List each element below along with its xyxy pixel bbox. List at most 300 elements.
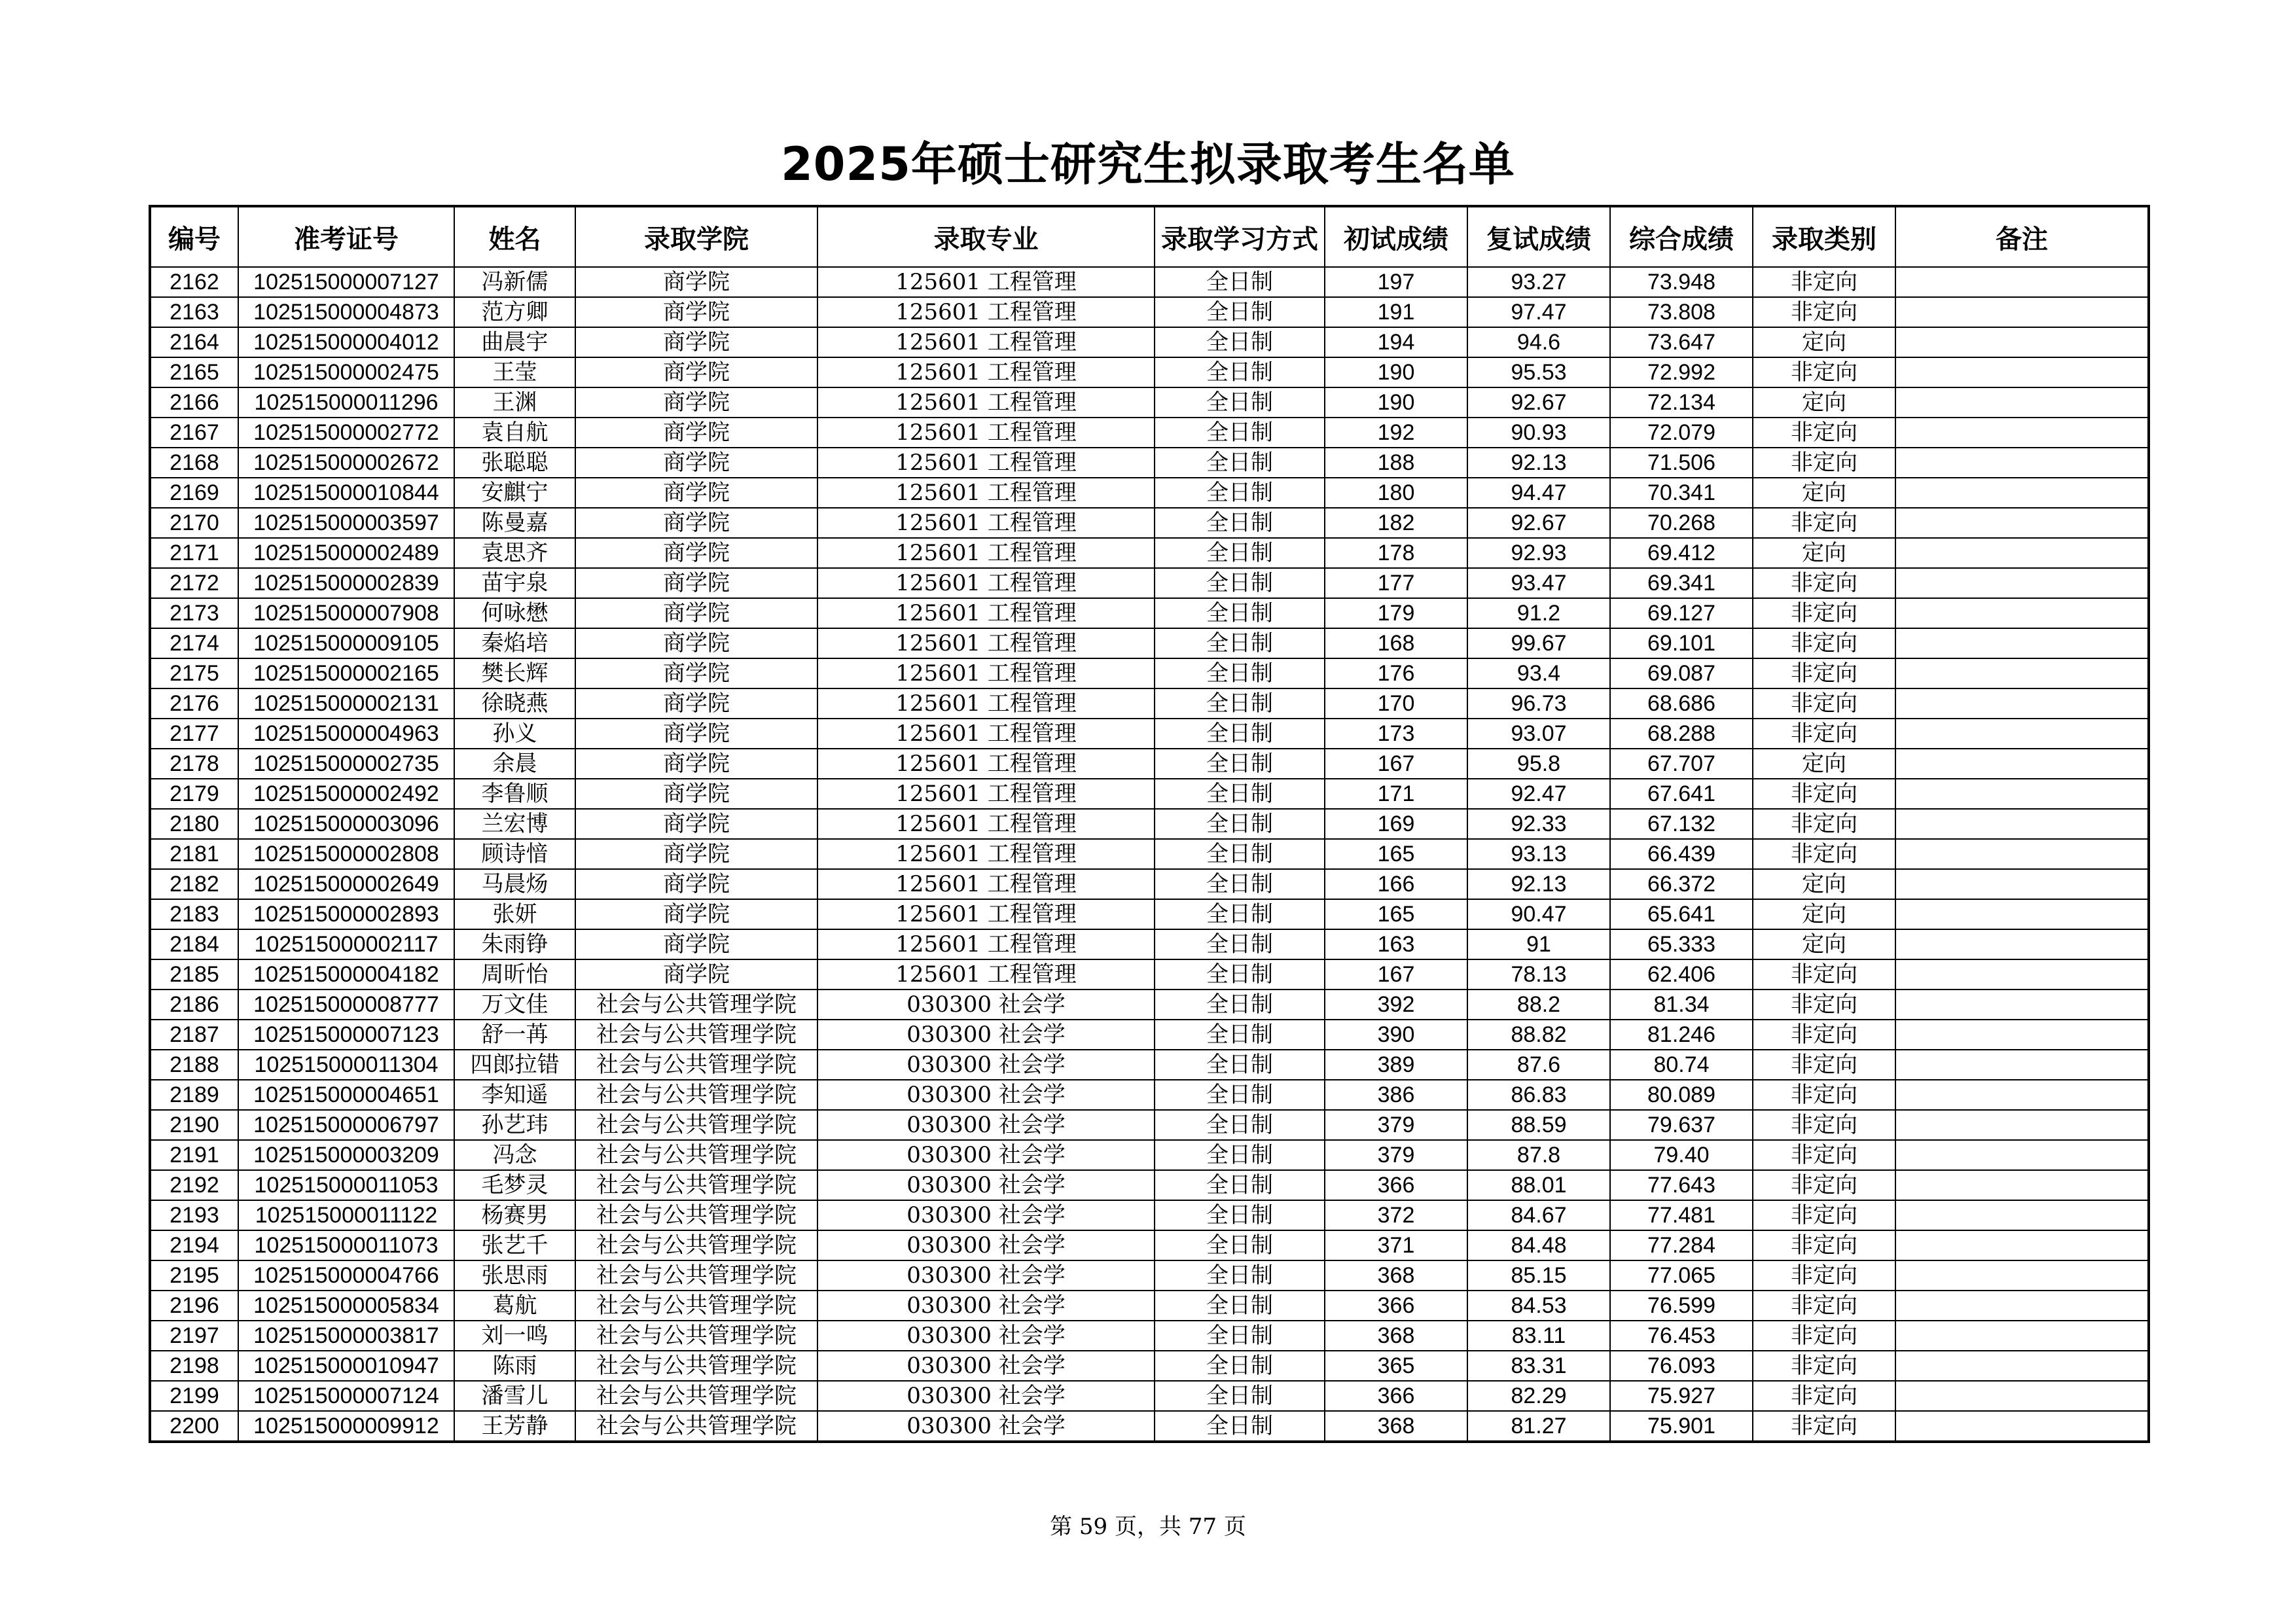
table-row	[150, 929, 2149, 959]
cell-col-retest-score: 88.59	[1467, 1110, 1610, 1140]
cell-col-retest-score: 94.47	[1467, 478, 1610, 508]
cell-col-retest-score: 87.6	[1467, 1050, 1610, 1080]
table-row	[150, 809, 2149, 839]
cell-col-initial-score: 386	[1325, 1080, 1467, 1110]
cell-col-exam-id: 102515000002893	[238, 899, 454, 929]
table-row	[150, 688, 2149, 719]
cell-col-retest-score: 92.47	[1467, 779, 1610, 809]
page-footer: 第 59 页，共 77 页	[1050, 1514, 1246, 1540]
cell-col-exam-id: 102515000002672	[238, 448, 454, 478]
cell-col-study-mode: 全日制	[1155, 809, 1325, 839]
table-row	[150, 387, 2149, 418]
cell-col-college: 商学院	[575, 538, 817, 568]
cell-col-study-mode: 全日制	[1155, 448, 1325, 478]
cell-col-total-score: 70.341	[1610, 478, 1753, 508]
header-col-number: 编号	[150, 206, 238, 267]
cell-col-study-mode: 全日制	[1155, 538, 1325, 568]
cell-col-remarks	[1895, 418, 2149, 448]
cell-col-retest-score: 85.15	[1467, 1260, 1610, 1291]
cell-col-number: 2191	[150, 1140, 238, 1170]
cell-col-study-mode: 全日制	[1155, 688, 1325, 719]
cell-col-study-mode: 全日制	[1155, 990, 1325, 1020]
cell-col-category: 非定向	[1753, 839, 1895, 869]
cell-col-college: 社会与公共管理学院	[575, 1200, 817, 1230]
cell-col-study-mode: 全日制	[1155, 478, 1325, 508]
cell-col-number: 2168	[150, 448, 238, 478]
cell-col-exam-id: 102515000004766	[238, 1260, 454, 1291]
cell-col-number: 2174	[150, 628, 238, 658]
header-col-total-score: 综合成绩	[1610, 206, 1753, 267]
cell-col-initial-score: 178	[1325, 538, 1467, 568]
cell-col-study-mode: 全日制	[1155, 1411, 1325, 1442]
cell-col-number: 2177	[150, 719, 238, 749]
cell-col-retest-score: 83.31	[1467, 1351, 1610, 1381]
cell-col-major: 030300 社会学	[817, 1321, 1155, 1351]
cell-col-college: 商学院	[575, 929, 817, 959]
header-col-remarks: 备注	[1895, 206, 2149, 267]
cell-col-exam-id: 102515000011053	[238, 1170, 454, 1200]
cell-col-exam-id: 102515000004012	[238, 327, 454, 357]
cell-col-college: 商学院	[575, 869, 817, 899]
cell-col-initial-score: 188	[1325, 448, 1467, 478]
cell-col-initial-score: 180	[1325, 478, 1467, 508]
cell-col-category: 定向	[1753, 749, 1895, 779]
cell-col-category: 非定向	[1753, 1411, 1895, 1442]
cell-col-name: 安麒宁	[454, 478, 575, 508]
cell-col-initial-score: 368	[1325, 1321, 1467, 1351]
cell-col-exam-id: 102515000011073	[238, 1230, 454, 1260]
cell-col-remarks	[1895, 719, 2149, 749]
admission-table	[149, 205, 2150, 1443]
cell-col-exam-id: 102515000002839	[238, 568, 454, 598]
cell-col-study-mode: 全日制	[1155, 568, 1325, 598]
cell-col-study-mode: 全日制	[1155, 598, 1325, 628]
cell-col-exam-id: 102515000002475	[238, 357, 454, 387]
cell-col-total-score: 77.643	[1610, 1170, 1753, 1200]
cell-col-name: 万文佳	[454, 990, 575, 1020]
cell-col-study-mode: 全日制	[1155, 1170, 1325, 1200]
cell-col-study-mode: 全日制	[1155, 327, 1325, 357]
table-row	[150, 658, 2149, 688]
cell-col-name: 王芳静	[454, 1411, 575, 1442]
header-col-initial-score: 初试成绩	[1325, 206, 1467, 267]
cell-col-total-score: 77.481	[1610, 1200, 1753, 1230]
cell-col-remarks	[1895, 1110, 2149, 1140]
cell-col-initial-score: 163	[1325, 929, 1467, 959]
cell-col-retest-score: 88.01	[1467, 1170, 1610, 1200]
cell-col-name: 何咏懋	[454, 598, 575, 628]
cell-col-retest-score: 94.6	[1467, 327, 1610, 357]
page-title: 2025年硕士研究生拟录取考生名单	[781, 137, 1515, 191]
cell-col-initial-score: 171	[1325, 779, 1467, 809]
cell-col-major: 125601 工程管理	[817, 688, 1155, 719]
cell-col-total-score: 73.808	[1610, 297, 1753, 327]
cell-col-number: 2198	[150, 1351, 238, 1381]
cell-col-category: 非定向	[1753, 1200, 1895, 1230]
table-row	[150, 749, 2149, 779]
cell-col-category: 非定向	[1753, 658, 1895, 688]
cell-col-exam-id: 102515000009912	[238, 1411, 454, 1442]
cell-col-college: 社会与公共管理学院	[575, 1291, 817, 1321]
cell-col-college: 商学院	[575, 719, 817, 749]
cell-col-initial-score: 371	[1325, 1230, 1467, 1260]
cell-col-total-score: 69.087	[1610, 658, 1753, 688]
cell-col-category: 定向	[1753, 869, 1895, 899]
cell-col-name: 顾诗愔	[454, 839, 575, 869]
cell-col-remarks	[1895, 1260, 2149, 1291]
cell-col-retest-score: 91.2	[1467, 598, 1610, 628]
cell-col-major: 125601 工程管理	[817, 327, 1155, 357]
cell-col-exam-id: 102515000007123	[238, 1020, 454, 1050]
table-body	[150, 267, 2149, 1442]
cell-col-total-score: 71.506	[1610, 448, 1753, 478]
cell-col-category: 非定向	[1753, 357, 1895, 387]
cell-col-number: 2189	[150, 1080, 238, 1110]
cell-col-college: 社会与公共管理学院	[575, 1020, 817, 1050]
cell-col-initial-score: 176	[1325, 658, 1467, 688]
cell-col-college: 社会与公共管理学院	[575, 1260, 817, 1291]
cell-col-exam-id: 102515000003096	[238, 809, 454, 839]
header-col-study-mode: 录取学习方式	[1155, 206, 1325, 267]
table-header-row	[150, 206, 2149, 267]
cell-col-category: 非定向	[1753, 598, 1895, 628]
cell-col-number: 2184	[150, 929, 238, 959]
cell-col-initial-score: 392	[1325, 990, 1467, 1020]
cell-col-major: 125601 工程管理	[817, 387, 1155, 418]
cell-col-major: 030300 社会学	[817, 1230, 1155, 1260]
cell-col-exam-id: 102515000006797	[238, 1110, 454, 1140]
cell-col-major: 030300 社会学	[817, 1200, 1155, 1230]
cell-col-number: 2181	[150, 839, 238, 869]
cell-col-retest-score: 93.07	[1467, 719, 1610, 749]
cell-col-remarks	[1895, 448, 2149, 478]
cell-col-total-score: 73.948	[1610, 267, 1753, 297]
cell-col-college: 商学院	[575, 297, 817, 327]
cell-col-college: 社会与公共管理学院	[575, 1170, 817, 1200]
cell-col-total-score: 75.901	[1610, 1411, 1753, 1442]
cell-col-major: 030300 社会学	[817, 1110, 1155, 1140]
cell-col-college: 商学院	[575, 899, 817, 929]
table-row	[150, 1321, 2149, 1351]
cell-col-number: 2169	[150, 478, 238, 508]
cell-col-study-mode: 全日制	[1155, 719, 1325, 749]
cell-col-remarks	[1895, 598, 2149, 628]
cell-col-name: 张思雨	[454, 1260, 575, 1291]
table-row	[150, 327, 2149, 357]
cell-col-exam-id: 102515000002131	[238, 688, 454, 719]
cell-col-college: 商学院	[575, 327, 817, 357]
cell-col-remarks	[1895, 869, 2149, 899]
table-row	[150, 719, 2149, 749]
cell-col-retest-score: 92.67	[1467, 387, 1610, 418]
cell-col-name: 马晨炀	[454, 869, 575, 899]
cell-col-college: 商学院	[575, 478, 817, 508]
table-row	[150, 959, 2149, 990]
cell-col-name: 冯新儒	[454, 267, 575, 297]
cell-col-name: 陈曼嘉	[454, 508, 575, 538]
cell-col-name: 朱雨铮	[454, 929, 575, 959]
table-row	[150, 899, 2149, 929]
cell-col-number: 2170	[150, 508, 238, 538]
cell-col-total-score: 73.647	[1610, 327, 1753, 357]
table-row	[150, 990, 2149, 1020]
cell-col-retest-score: 84.53	[1467, 1291, 1610, 1321]
cell-col-exam-id: 102515000008777	[238, 990, 454, 1020]
cell-col-remarks	[1895, 1080, 2149, 1110]
cell-col-number: 2182	[150, 869, 238, 899]
cell-col-name: 毛梦灵	[454, 1170, 575, 1200]
table-row	[150, 1381, 2149, 1411]
cell-col-major: 125601 工程管理	[817, 448, 1155, 478]
cell-col-category: 非定向	[1753, 990, 1895, 1020]
cell-col-retest-score: 96.73	[1467, 688, 1610, 719]
cell-col-total-score: 72.992	[1610, 357, 1753, 387]
cell-col-major: 030300 社会学	[817, 1381, 1155, 1411]
cell-col-total-score: 80.74	[1610, 1050, 1753, 1080]
cell-col-category: 非定向	[1753, 1020, 1895, 1050]
cell-col-number: 2165	[150, 357, 238, 387]
cell-col-name: 李鲁顺	[454, 779, 575, 809]
cell-col-retest-score: 84.67	[1467, 1200, 1610, 1230]
cell-col-exam-id: 102515000007908	[238, 598, 454, 628]
cell-col-name: 李知遥	[454, 1080, 575, 1110]
cell-col-remarks	[1895, 1170, 2149, 1200]
cell-col-initial-score: 190	[1325, 387, 1467, 418]
cell-col-major: 125601 工程管理	[817, 538, 1155, 568]
cell-col-exam-id: 102515000010947	[238, 1351, 454, 1381]
cell-col-remarks	[1895, 478, 2149, 508]
cell-col-initial-score: 389	[1325, 1050, 1467, 1080]
cell-col-major: 030300 社会学	[817, 1260, 1155, 1291]
cell-col-category: 非定向	[1753, 568, 1895, 598]
cell-col-college: 商学院	[575, 387, 817, 418]
table-row	[150, 1050, 2149, 1080]
cell-col-total-score: 76.599	[1610, 1291, 1753, 1321]
cell-col-major: 030300 社会学	[817, 1020, 1155, 1050]
cell-col-total-score: 72.079	[1610, 418, 1753, 448]
cell-col-category: 非定向	[1753, 959, 1895, 990]
cell-col-number: 2162	[150, 267, 238, 297]
cell-col-number: 2196	[150, 1291, 238, 1321]
cell-col-total-score: 77.284	[1610, 1230, 1753, 1260]
cell-col-major: 125601 工程管理	[817, 869, 1155, 899]
cell-col-number: 2164	[150, 327, 238, 357]
cell-col-retest-score: 92.33	[1467, 809, 1610, 839]
cell-col-major: 030300 社会学	[817, 1351, 1155, 1381]
cell-col-college: 商学院	[575, 357, 817, 387]
cell-col-college: 社会与公共管理学院	[575, 1381, 817, 1411]
header-col-exam-id: 准考证号	[238, 206, 454, 267]
table-row	[150, 1351, 2149, 1381]
cell-col-remarks	[1895, 538, 2149, 568]
cell-col-initial-score: 173	[1325, 719, 1467, 749]
cell-col-remarks	[1895, 357, 2149, 387]
table-row	[150, 779, 2149, 809]
cell-col-retest-score: 95.53	[1467, 357, 1610, 387]
cell-col-study-mode: 全日制	[1155, 418, 1325, 448]
cell-col-study-mode: 全日制	[1155, 869, 1325, 899]
cell-col-name: 袁思齐	[454, 538, 575, 568]
cell-col-number: 2199	[150, 1381, 238, 1411]
cell-col-category: 非定向	[1753, 1381, 1895, 1411]
cell-col-total-score: 81.34	[1610, 990, 1753, 1020]
cell-col-category: 非定向	[1753, 779, 1895, 809]
cell-col-category: 非定向	[1753, 1321, 1895, 1351]
table-row	[150, 1260, 2149, 1291]
table-row	[150, 869, 2149, 899]
cell-col-remarks	[1895, 1020, 2149, 1050]
cell-col-category: 非定向	[1753, 1351, 1895, 1381]
cell-col-major: 125601 工程管理	[817, 267, 1155, 297]
cell-col-retest-score: 99.67	[1467, 628, 1610, 658]
cell-col-exam-id: 102515000002117	[238, 929, 454, 959]
cell-col-remarks	[1895, 508, 2149, 538]
cell-col-major: 030300 社会学	[817, 1291, 1155, 1321]
cell-col-college: 社会与公共管理学院	[575, 1351, 817, 1381]
cell-col-remarks	[1895, 658, 2149, 688]
cell-col-number: 2186	[150, 990, 238, 1020]
cell-col-exam-id: 102515000003817	[238, 1321, 454, 1351]
cell-col-college: 商学院	[575, 418, 817, 448]
cell-col-name: 王渊	[454, 387, 575, 418]
table-row	[150, 1170, 2149, 1200]
cell-col-category: 非定向	[1753, 1170, 1895, 1200]
cell-col-category: 非定向	[1753, 1260, 1895, 1291]
cell-col-initial-score: 167	[1325, 749, 1467, 779]
cell-col-number: 2163	[150, 297, 238, 327]
cell-col-study-mode: 全日制	[1155, 1140, 1325, 1170]
cell-col-total-score: 81.246	[1610, 1020, 1753, 1050]
cell-col-category: 定向	[1753, 327, 1895, 357]
cell-col-college: 社会与公共管理学院	[575, 1050, 817, 1080]
cell-col-retest-score: 90.47	[1467, 899, 1610, 929]
cell-col-major: 125601 工程管理	[817, 809, 1155, 839]
cell-col-number: 2193	[150, 1200, 238, 1230]
cell-col-college: 社会与公共管理学院	[575, 990, 817, 1020]
cell-col-name: 范方卿	[454, 297, 575, 327]
cell-col-initial-score: 194	[1325, 327, 1467, 357]
cell-col-exam-id: 102515000002772	[238, 418, 454, 448]
cell-col-remarks	[1895, 297, 2149, 327]
cell-col-initial-score: 169	[1325, 809, 1467, 839]
cell-col-study-mode: 全日制	[1155, 1050, 1325, 1080]
cell-col-initial-score: 379	[1325, 1140, 1467, 1170]
cell-col-name: 周昕怡	[454, 959, 575, 990]
cell-col-remarks	[1895, 1291, 2149, 1321]
cell-col-remarks	[1895, 568, 2149, 598]
cell-col-exam-id: 102515000002165	[238, 658, 454, 688]
cell-col-name: 苗宇泉	[454, 568, 575, 598]
cell-col-exam-id: 102515000007124	[238, 1381, 454, 1411]
table-row	[150, 1110, 2149, 1140]
cell-col-remarks	[1895, 628, 2149, 658]
cell-col-exam-id: 102515000002649	[238, 869, 454, 899]
cell-col-major: 030300 社会学	[817, 1080, 1155, 1110]
cell-col-category: 定向	[1753, 478, 1895, 508]
cell-col-number: 2190	[150, 1110, 238, 1140]
cell-col-total-score: 76.093	[1610, 1351, 1753, 1381]
cell-col-study-mode: 全日制	[1155, 1110, 1325, 1140]
header-col-category: 录取类别	[1753, 206, 1895, 267]
cell-col-total-score: 65.641	[1610, 899, 1753, 929]
cell-col-remarks	[1895, 1321, 2149, 1351]
cell-col-number: 2166	[150, 387, 238, 418]
cell-col-category: 非定向	[1753, 1140, 1895, 1170]
cell-col-college: 商学院	[575, 598, 817, 628]
cell-col-retest-score: 92.13	[1467, 869, 1610, 899]
cell-col-college: 商学院	[575, 688, 817, 719]
table-row	[150, 267, 2149, 297]
cell-col-number: 2197	[150, 1321, 238, 1351]
cell-col-remarks	[1895, 1140, 2149, 1170]
cell-col-study-mode: 全日制	[1155, 959, 1325, 990]
cell-col-exam-id: 102515000002492	[238, 779, 454, 809]
cell-col-initial-score: 390	[1325, 1020, 1467, 1050]
cell-col-number: 2179	[150, 779, 238, 809]
cell-col-category: 非定向	[1753, 448, 1895, 478]
cell-col-initial-score: 170	[1325, 688, 1467, 719]
cell-col-college: 商学院	[575, 779, 817, 809]
cell-col-study-mode: 全日制	[1155, 297, 1325, 327]
cell-col-category: 非定向	[1753, 267, 1895, 297]
cell-col-major: 030300 社会学	[817, 1411, 1155, 1442]
cell-col-name: 刘一鸣	[454, 1321, 575, 1351]
table-row	[150, 598, 2149, 628]
cell-col-total-score: 69.341	[1610, 568, 1753, 598]
cell-col-number: 2172	[150, 568, 238, 598]
cell-col-initial-score: 368	[1325, 1260, 1467, 1291]
cell-col-initial-score: 191	[1325, 297, 1467, 327]
cell-col-major: 125601 工程管理	[817, 779, 1155, 809]
cell-col-retest-score: 92.13	[1467, 448, 1610, 478]
table-row	[150, 418, 2149, 448]
cell-col-study-mode: 全日制	[1155, 267, 1325, 297]
cell-col-major: 125601 工程管理	[817, 478, 1155, 508]
cell-col-exam-id: 102515000004182	[238, 959, 454, 990]
cell-col-remarks	[1895, 779, 2149, 809]
cell-col-exam-id: 102515000011122	[238, 1200, 454, 1230]
table-row	[150, 628, 2149, 658]
cell-col-category: 非定向	[1753, 628, 1895, 658]
cell-col-college: 商学院	[575, 628, 817, 658]
cell-col-exam-id: 102515000003209	[238, 1140, 454, 1170]
cell-col-initial-score: 167	[1325, 959, 1467, 990]
cell-col-major: 125601 工程管理	[817, 899, 1155, 929]
cell-col-total-score: 66.439	[1610, 839, 1753, 869]
table-row	[150, 1230, 2149, 1260]
cell-col-initial-score: 182	[1325, 508, 1467, 538]
cell-col-remarks	[1895, 327, 2149, 357]
cell-col-name: 陈雨	[454, 1351, 575, 1381]
header-col-name: 姓名	[454, 206, 575, 267]
header-col-retest-score: 复试成绩	[1467, 206, 1610, 267]
cell-col-college: 社会与公共管理学院	[575, 1140, 817, 1170]
cell-col-remarks	[1895, 1230, 2149, 1260]
cell-col-remarks	[1895, 959, 2149, 990]
cell-col-study-mode: 全日制	[1155, 1381, 1325, 1411]
table-row	[150, 1200, 2149, 1230]
cell-col-study-mode: 全日制	[1155, 899, 1325, 929]
cell-col-initial-score: 165	[1325, 899, 1467, 929]
cell-col-name: 孙义	[454, 719, 575, 749]
cell-col-study-mode: 全日制	[1155, 658, 1325, 688]
cell-col-study-mode: 全日制	[1155, 749, 1325, 779]
cell-col-college: 社会与公共管理学院	[575, 1230, 817, 1260]
cell-col-major: 125601 工程管理	[817, 959, 1155, 990]
table-row	[150, 568, 2149, 598]
cell-col-initial-score: 368	[1325, 1411, 1467, 1442]
cell-col-initial-score: 366	[1325, 1381, 1467, 1411]
